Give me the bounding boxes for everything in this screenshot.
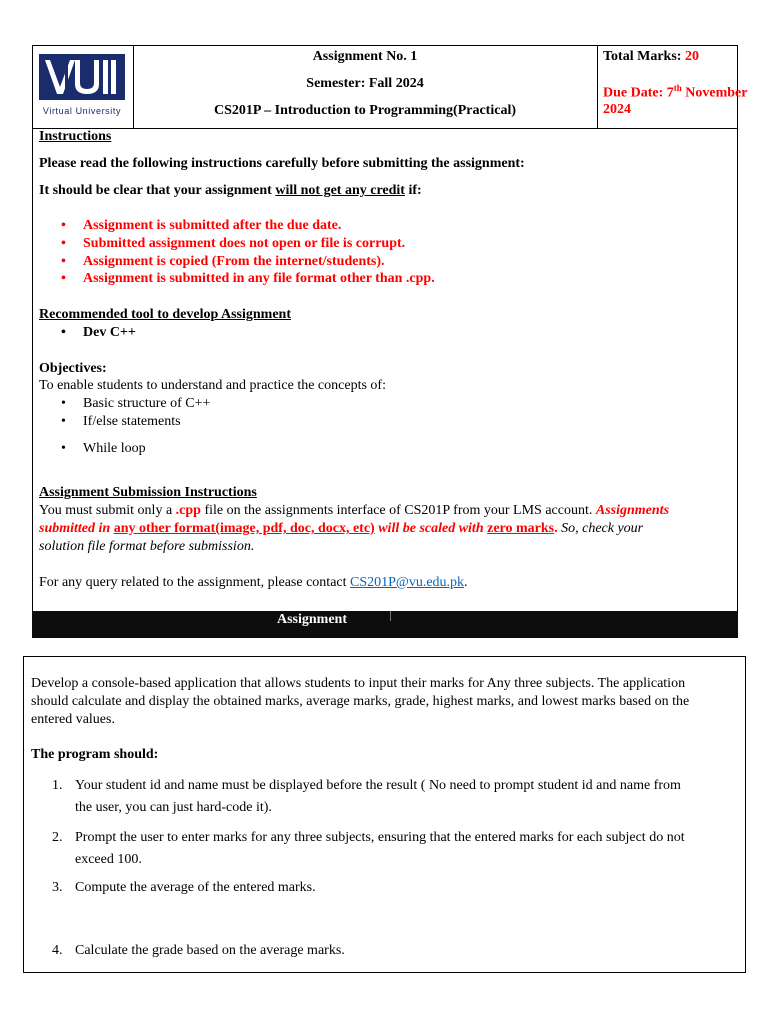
instructions-intro: Please read the following instructions carefully before submitting the assignment: xyxy=(39,156,525,171)
marks-cell xyxy=(597,46,748,128)
logo-caption: Virtual University xyxy=(42,106,122,116)
submission-line-2: submitted in any other format(image, pdf, doc, docx, etc) will be scaled with zero marks. So, check your xyxy=(39,521,644,536)
course-title: CS201P – Introduction to Programming(Practical) xyxy=(213,103,516,118)
due-date: Due Date: 7th November xyxy=(603,83,748,101)
total-marks-value: 20 xyxy=(684,49,699,64)
task-description: Develop a console-based application that allows students to input their marks for Any three subjects. The application should calculate and display the obtained marks, average marks, grade, highest marks, and lowest marks based on the entered values. xyxy=(31,676,690,727)
objectives-intro: To enable students to understand and practice the concepts of: xyxy=(39,378,386,393)
contact-line: For any query related to the assignment, please contact CS201P@vu.edu.pk. xyxy=(39,575,468,590)
vu-logo xyxy=(39,54,125,116)
due-date-year: 2024 xyxy=(603,102,631,117)
logo-cell xyxy=(33,46,134,128)
vu-logo-icon xyxy=(39,54,125,100)
header-table xyxy=(32,45,748,129)
task-box: Develop a console-based application that allows students to input their marks for Any three subjects. The application should calculate and display the obtained marks, average marks, grade, highest marks, and lowest marks based on the entered values. The program should: 1. Your student id and name must be displayed before the result ( No need to prompt student id and name from the user, you can just hard-code it). 2. Prompt the user to enter marks for any three subjects, ensuring that the entered marks for each subject do not exceed 100. 3. Compute the average of the entered marks. 4. Calculate the grade based on the average marks. xyxy=(23,656,746,973)
assignment-bar xyxy=(32,611,738,638)
instructions-heading: Instructions xyxy=(39,129,112,144)
tool-heading: Recommended tool to develop Assignment xyxy=(39,307,291,322)
program-heading: The program should: xyxy=(31,747,159,762)
submission-line-3: solution file format before submission. xyxy=(39,539,255,554)
contact-email-link[interactable]: CS201P@vu.edu.pk xyxy=(350,575,465,590)
assignment-bar-label: Assignment xyxy=(277,612,348,627)
bar-divider xyxy=(390,611,391,621)
total-marks: Total Marks: 20 xyxy=(603,49,699,64)
instructions-box: Instructions Please read the following instructions carefully before submitting the assignment: It should be clear that your assignment will not get any credit if: Assignment is submitted after the due date. Submitted assignment does not open or file is corrupt. Assignment is copied (From the internet/students). Assignment is submitted in any file format other than .cpp. Recommended tool to develop Assignment Dev C++ Objectives: To enable students to understand and practice the concepts of: Basic structure of C++ If/else statements While loop Assignment Submission Instructions You must submit only a .cpp file on the assignments interface of CS201P from your LMS account. Assignments submitted in any other format(image, pdf, doc, docx, etc) will be scaled with zero marks. So, check your solution file format before submission. For any query related to the assignment, please contact CS201P@vu.edu.pk. xyxy=(32,128,738,611)
assignment-number: Assignment No. 1 xyxy=(312,49,418,64)
submission-heading: Assignment Submission Instructions xyxy=(39,485,257,500)
submission-line-1: You must submit only a .cpp file on the assignments interface of CS201P from your LMS account. Assignments xyxy=(39,503,670,518)
semester: Semester: Fall 2024 xyxy=(306,76,424,91)
title-cell xyxy=(133,46,598,128)
objectives-heading: Objectives: xyxy=(39,361,107,376)
credit-warning: It should be clear that your assignment will not get any credit if: xyxy=(39,183,422,198)
